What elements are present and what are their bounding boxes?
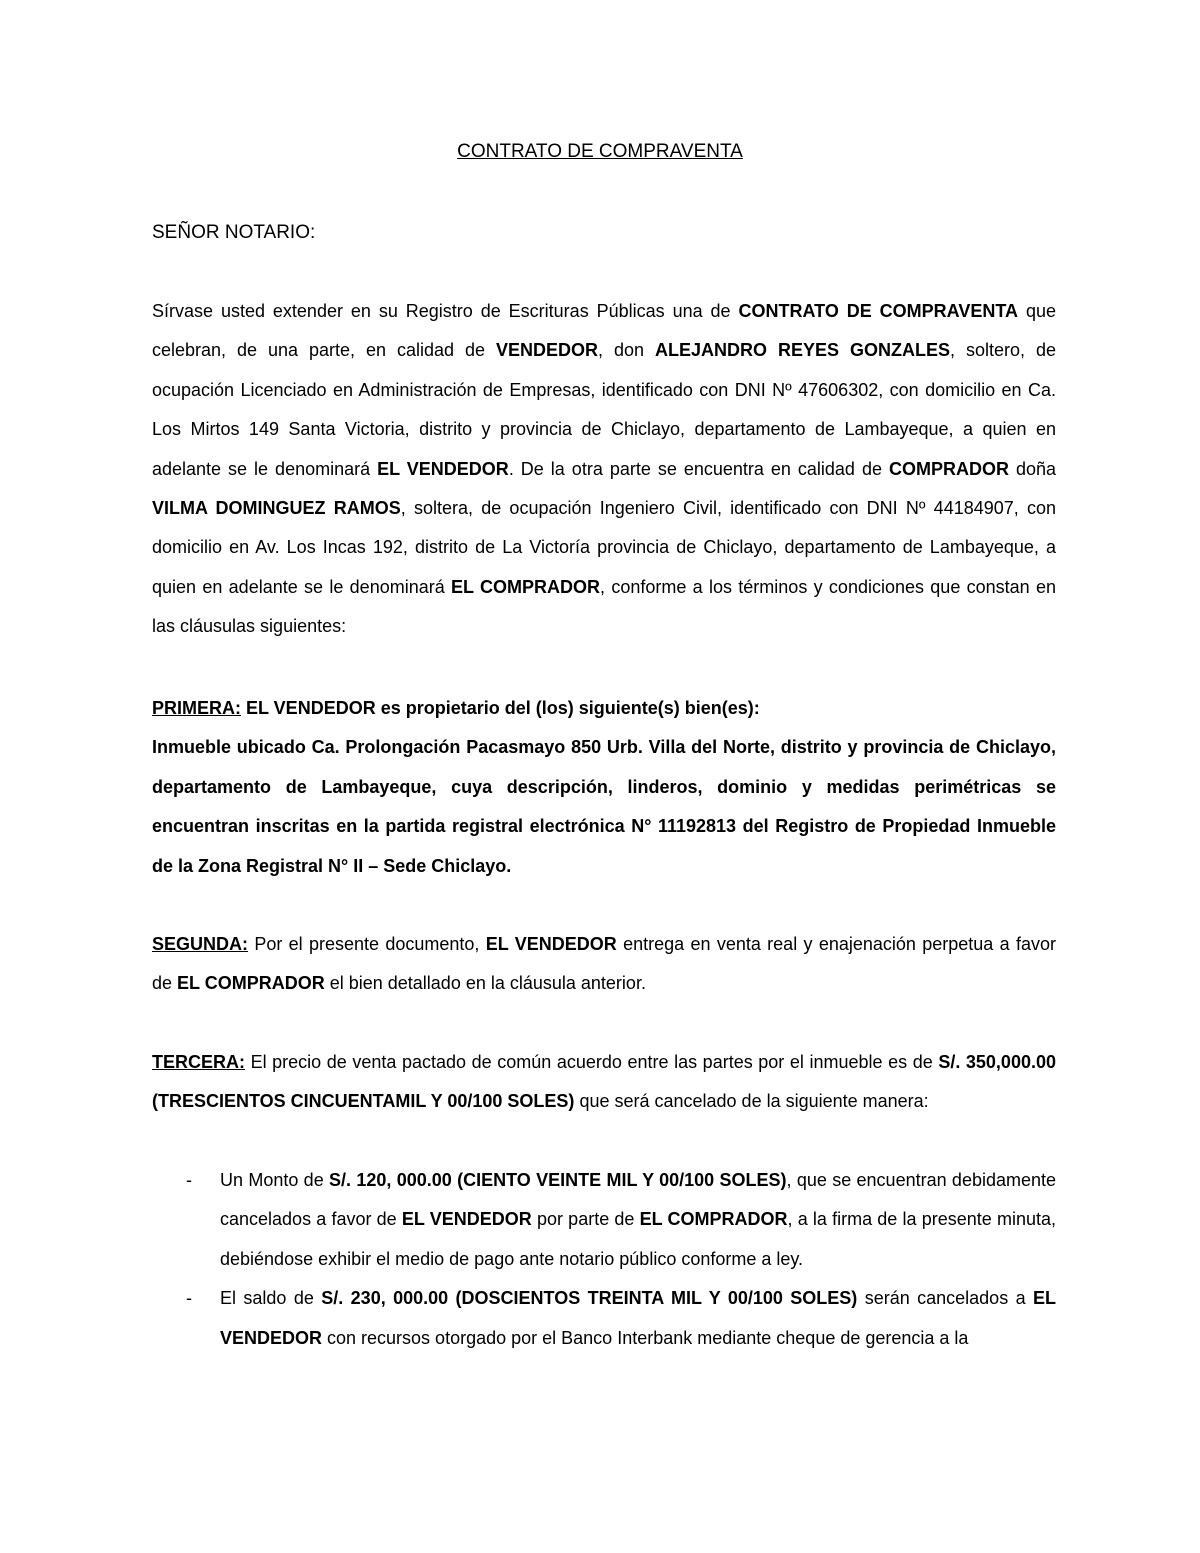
- clause-text: el bien detallado en la cláusula anterior.: [324, 973, 646, 994]
- intro-bold: EL VENDEDOR: [377, 458, 509, 479]
- intro-bold: VENDEDOR: [496, 340, 599, 361]
- clause-primera: [152, 689, 1056, 886]
- document-title: CONTRATO DE COMPRAVENTA: [457, 141, 743, 162]
- clause-label: TERCERA:: [152, 1052, 245, 1072]
- item-text: , que se encuentran debidamente cancelados a favor de: [220, 1170, 1057, 1230]
- clause-segunda: [152, 925, 1056, 1004]
- item-text: Un Monto de: [220, 1170, 330, 1190]
- clause-label: PRIMERA:: [152, 698, 241, 718]
- list-dash: -: [186, 1288, 192, 1309]
- clause-text: que será cancelado de la siguiente manera:: [574, 1091, 929, 1112]
- item-amount: S/. 120, 000.00 (CIENTO VEINTE MIL Y 00/100 SOLES): [329, 1170, 787, 1190]
- item-text: , a la firma de la presente minuta, debiéndose exhibir el medio de pago ante notario público conforme a ley.: [220, 1209, 1056, 1269]
- clause-bold: EL VENDEDOR: [485, 934, 617, 954]
- item-amount: S/. 230, 000.00 (DOSCIENTOS TREINTA MIL Y 00/100 SOLES): [321, 1288, 858, 1309]
- list-item: [152, 1279, 1056, 1358]
- clause-text: Por el presente documento,: [248, 934, 486, 954]
- intro-bold: CONTRATO DE COMPRAVENTA: [738, 301, 1019, 321]
- item-text: serán cancelados a: [857, 1288, 1034, 1309]
- clause-tercera: [152, 1043, 1056, 1122]
- intro-bold: COMPRADOR: [888, 458, 1009, 479]
- item-bold: EL COMPRADOR: [639, 1209, 788, 1230]
- list-dash: -: [186, 1170, 192, 1190]
- buyer-name: VILMA DOMINGUEZ RAMOS: [152, 498, 401, 519]
- intro-text: que celebran, de una parte, en calidad de: [152, 301, 1056, 361]
- intro-paragraph: [152, 292, 1056, 647]
- item-text: El saldo de: [220, 1288, 322, 1309]
- item-text: con recursos otorgado por el Banco Interbank mediante cheque de gerencia a la: [322, 1327, 969, 1348]
- clause-text: EL VENDEDOR es propietario del (los) siguiente(s) bien(es):: [241, 698, 760, 718]
- list-item: [152, 1161, 1056, 1279]
- clause-label: SEGUNDA:: [152, 934, 249, 954]
- intro-text: Sírvase usted extender en su Registro de Escrituras Públicas una de: [152, 301, 739, 321]
- price-amount: S/. 350,000.00 (TRESCIENTOS CINCUENTAMIL Y 00/100 SOLES): [152, 1052, 1056, 1112]
- property-detail: Inmueble ubicado Ca. Prolongación Pacasmayo 850 Urb. Villa del Norte, distrito y provincia de Chiclayo, departamento de Lambayeque, cuya descripción, linderos, dominio y medidas perimétricas se encuentran inscritas en la partida registral electrónica N° 11192813 del Registro de Propiedad Inmueble de la Zona Registral N° II – Sede Chiclayo.: [152, 737, 1056, 876]
- salutation: SEÑOR NOTARIO:: [152, 222, 316, 243]
- clause-text: El precio de venta pactado de común acuerdo entre las partes por el inmueble es de: [245, 1052, 939, 1072]
- payment-list: [152, 1161, 1056, 1358]
- intro-text: , soltera, de ocupación Ingeniero Civil, identificado con DNI Nº 44184907, con domicilio en Av. Los Incas 192, distrito de La Victoría provincia de Chiclayo, departamento de Lambayeque, a quien en adelante se le denominará: [152, 498, 1056, 597]
- clause-text: entrega en venta real y enajenación perpetua a favor de: [152, 934, 1056, 994]
- intro-text: , conforme a los términos y condiciones que constan en las cláusulas siguientes:: [152, 576, 1056, 637]
- intro-text: , soltero, de ocupación Licenciado en Administración de Empresas, identificado con DNI Nº 47606302, con domicilio en Ca. Los Mirtos 149 Santa Victoria, distrito y provincia de Chiclayo, departamento de Lambayeque, a quien en adelante se le denominará: [152, 340, 1056, 479]
- item-bold: EL VENDEDOR: [401, 1209, 532, 1230]
- intro-bold: EL COMPRADOR: [451, 576, 601, 597]
- clause-bold: EL COMPRADOR: [177, 973, 325, 994]
- item-bold: EL VENDEDOR: [220, 1288, 1057, 1348]
- seller-name: ALEJANDRO REYES GONZALES: [655, 340, 950, 361]
- item-text: por parte de: [531, 1209, 640, 1230]
- intro-text: , don: [598, 340, 656, 361]
- intro-text: . De la otra parte se encuentra en calidad de: [508, 458, 889, 479]
- intro-text: doña: [1008, 458, 1056, 479]
